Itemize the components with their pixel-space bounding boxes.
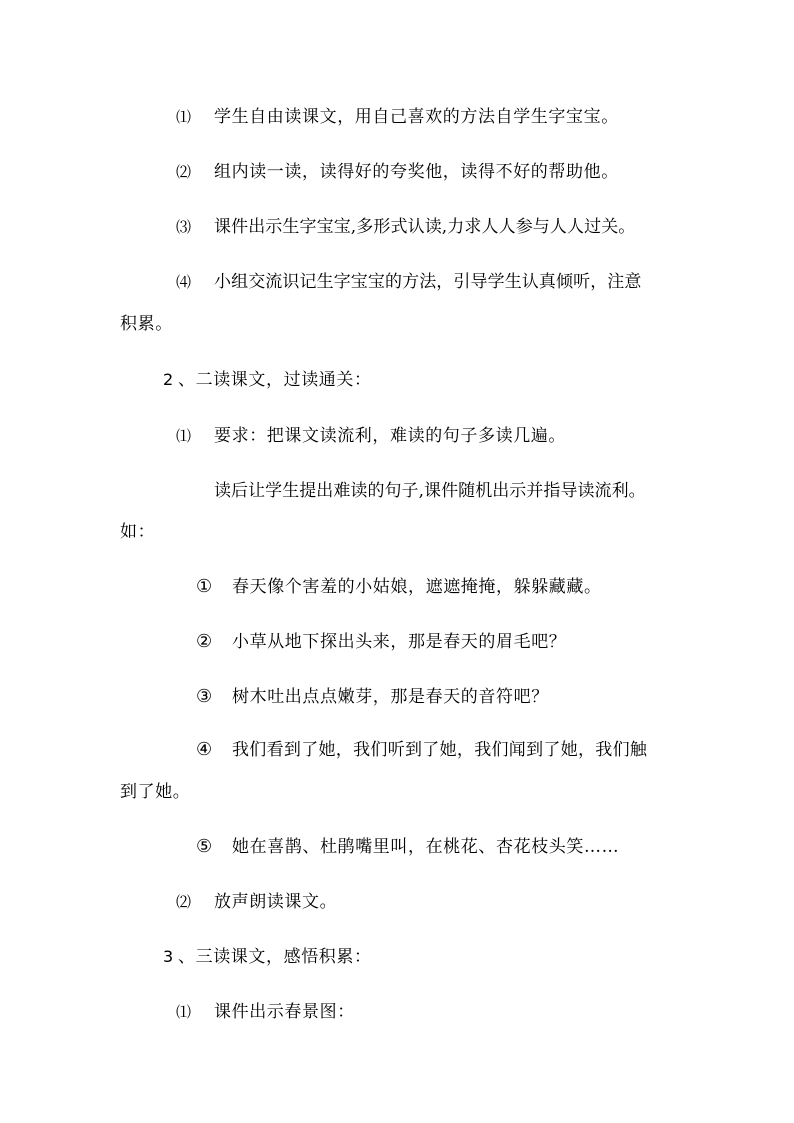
list-marker: ⑵ [176,893,192,911]
paragraph-text: 课件出示春景图： [214,1002,355,1022]
list-marker: ⑴ [176,427,192,445]
paragraph-text: 春天像个害羞的小姑娘，遮遮掩掩，躲躲藏藏。 [232,577,602,597]
paragraph-text: 学生自由读课文，用自己喜欢的方法自学生字宝宝。 [214,107,619,127]
paragraph-text: 课件出示生字宝宝,多形式认读,力求人人参与人人过关。 [214,217,636,237]
paragraph-continuation: 如： [120,522,156,542]
list-marker: ⑤ [196,836,213,857]
section-heading: 、三读课文，感悟积累： [178,947,372,967]
paragraph-text: 组内读一读，读得好的夸奖他，读得不好的帮助他。 [214,162,619,182]
paragraph-text: 小草从地下探出头来，那是春天的眉毛吧？ [232,632,567,652]
list-marker: ⑷ [176,273,192,291]
paragraph-text: 我们看到了她，我们听到了她，我们闻到了她，我们触 [232,740,648,760]
paragraph-continuation: 到了她。 [120,782,191,802]
list-marker: ③ [196,686,213,707]
list-marker: ② [196,631,213,652]
paragraph-continuation: 积累。 [120,314,173,334]
paragraph-text: 读后让学生提出难读的句子,课件随机出示并指导读流利。 [214,481,646,501]
list-marker: ⑵ [176,163,192,181]
section-heading: 、二读课文，过读通关： [178,370,372,390]
list-marker: ① [196,576,213,597]
paragraph-text: 树木吐出点点嫩芽，那是春天的音符吧？ [232,687,549,707]
list-marker: ⑶ [176,218,192,236]
paragraph-text: 要求：把课文读流利，难读的句子多读几遍。 [214,426,566,446]
paragraph-text: 小组交流识记生字宝宝的方法，引导学生认真倾听，注意 [214,272,642,292]
paragraph-text: 她在喜鹊、杜鹃嘴里叫，在桃花、杏花枝头笑…… [232,837,620,857]
list-marker: ⑴ [176,1003,192,1021]
paragraph-text: 放声朗读课文。 [214,892,338,912]
list-marker: ⑴ [176,108,192,126]
section-number: 2 [163,370,174,389]
section-number: 3 [163,947,174,966]
list-marker: ④ [196,739,213,760]
